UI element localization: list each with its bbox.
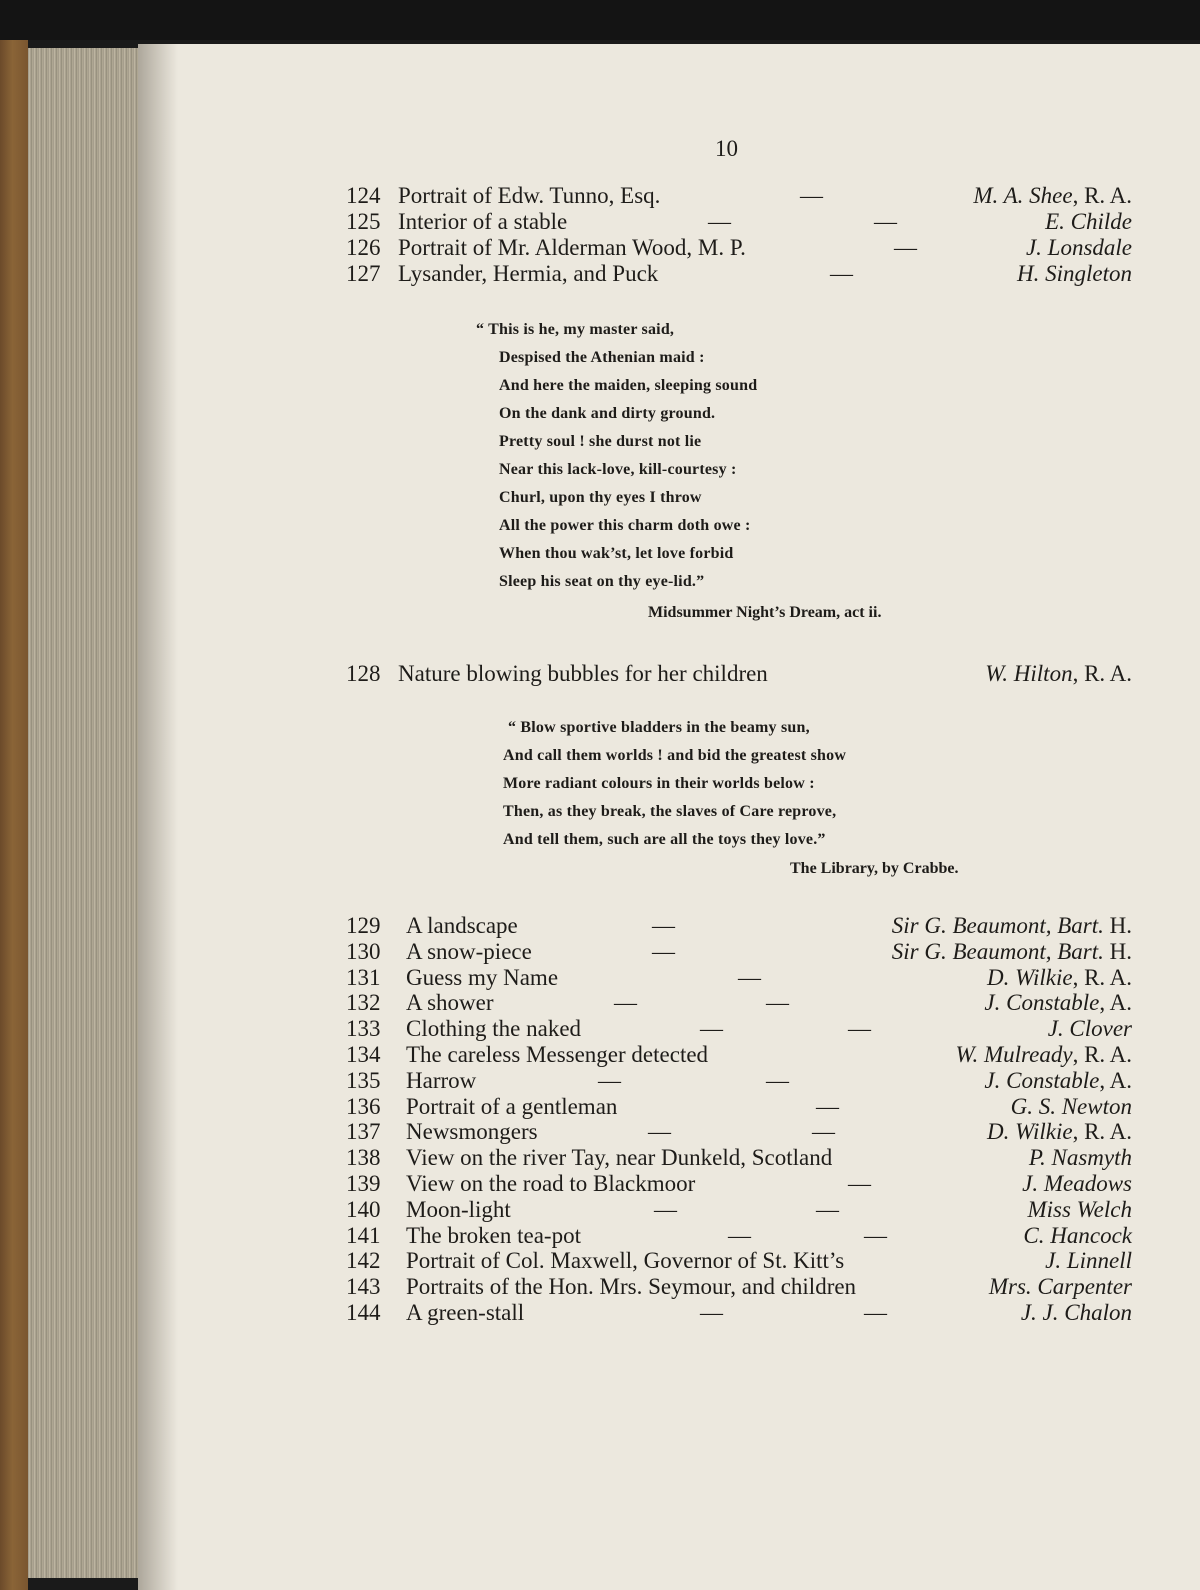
quote-line: All the power this charm doth owe :: [499, 517, 751, 534]
entry-number: 134: [346, 1042, 381, 1067]
background-top: [0, 0, 1200, 40]
quote-line: When thou wak’st, let love forbid: [499, 545, 734, 562]
quote-line: More radiant colours in their worlds below :: [503, 775, 815, 792]
entry-number: 138: [346, 1145, 381, 1171]
page-number: 10: [715, 136, 738, 161]
quote-line: Then, as they break, the slaves of Care reprove,: [503, 803, 837, 820]
quote-line: On the dank and dirty ground.: [499, 405, 716, 422]
entry-title: Harrow: [406, 1067, 477, 1093]
catalogue-entry: [346, 1118, 1132, 1146]
dash: —: [848, 1171, 871, 1196]
dash: —: [864, 1300, 887, 1325]
entry-number: 126: [346, 235, 381, 260]
entry-number: 130: [346, 938, 381, 964]
entry-number: 143: [346, 1274, 381, 1300]
entry-number: 132: [346, 990, 381, 1016]
catalogue-entry: [346, 1299, 1132, 1327]
dash: —: [614, 990, 637, 1016]
artist: J. J. Chalon: [1020, 1300, 1132, 1325]
artist: H. Singleton: [1017, 261, 1132, 286]
entry-title: Interior of a stable: [398, 209, 568, 234]
entry-title: Clothing the naked: [406, 1016, 582, 1042]
dash: —: [874, 209, 897, 234]
quote-line: Sleep his seat on thy eye-lid.”: [499, 573, 705, 590]
artist: Sir G. Beaumont, Bart. H.: [891, 938, 1132, 964]
artist: Miss Welch: [1027, 1196, 1132, 1222]
entry-number: 124: [346, 183, 381, 208]
artist: D. Wilkie, R. A.: [986, 1119, 1132, 1145]
book-cover-edge: [0, 40, 28, 1590]
artist: P. Nasmyth: [1028, 1145, 1132, 1171]
entry-number: 136: [346, 1093, 381, 1119]
artist: C. Hancock: [1023, 1222, 1132, 1248]
dash: —: [648, 1119, 671, 1145]
entry-number: 141: [346, 1222, 381, 1248]
entry-title: Guess my Name: [406, 964, 559, 990]
catalogue-entry: [346, 1196, 1132, 1224]
catalogue-entry: [346, 1015, 1132, 1043]
entry-number: 133: [346, 1016, 381, 1042]
entry-number: 135: [346, 1067, 381, 1093]
dash: —: [864, 1222, 887, 1248]
quote-line: Pretty soul ! she durst not lie: [499, 433, 702, 450]
dash: —: [738, 964, 761, 990]
dash: —: [812, 1119, 835, 1145]
quote-line: Churl, upon thy eyes I throw: [499, 489, 702, 506]
entry-title: Portrait of Mr. Alderman Wood, M. P.: [398, 235, 746, 260]
entry-title: View on the road to Blackmoor: [406, 1171, 696, 1196]
quote-line: Near this lack-love, kill-courtesy :: [499, 461, 737, 478]
artist: J. Constable, A.: [984, 1067, 1132, 1093]
catalogue-entry: [346, 1222, 1132, 1250]
quote-line: And call them worlds ! and bid the greatest show: [503, 747, 847, 764]
catalogue-entry: [346, 912, 1132, 940]
entry-title: Portraits of the Hon. Mrs. Seymour, and children: [406, 1274, 857, 1300]
entry-number: 139: [346, 1171, 381, 1196]
dash: —: [894, 235, 917, 260]
catalogue-entry: [346, 1041, 1132, 1069]
entry-title: Portrait of a gentleman: [406, 1093, 618, 1119]
dash: —: [654, 1196, 677, 1222]
quote-line: And tell them, such are all the toys they love.”: [503, 831, 826, 848]
entry-number: 127: [346, 261, 381, 286]
entry-title: A green-stall: [406, 1300, 525, 1325]
entry-title: Lysander, Hermia, and Puck: [398, 261, 659, 286]
catalogue-entry: [346, 938, 1132, 966]
artist: W. Hilton, R. A.: [985, 661, 1132, 686]
dash: —: [652, 938, 675, 964]
dash: —: [800, 183, 823, 208]
artist: Mrs. Carpenter: [988, 1274, 1132, 1300]
entry-title: The careless Messenger detected: [406, 1042, 709, 1067]
catalogue-entry: [346, 964, 1132, 992]
dash: —: [598, 1067, 621, 1093]
artist: M. A. Shee, R. A.: [973, 183, 1132, 208]
quote-source: The Library, by Crabbe.: [790, 860, 959, 877]
entry-title: The broken tea-pot: [406, 1222, 581, 1248]
entry-number: 125: [346, 209, 381, 234]
artist: Sir G. Beaumont, Bart. H.: [891, 913, 1132, 938]
artist: J. Constable, A.: [984, 990, 1132, 1016]
dash: —: [816, 1093, 839, 1119]
entry-title: View on the river Tay, near Dunkeld, Scotland: [406, 1145, 833, 1171]
dash: —: [848, 1016, 871, 1042]
entry-number: 144: [346, 1300, 381, 1325]
entry-number: 128: [346, 661, 381, 686]
entry-number: 137: [346, 1119, 381, 1145]
catalogue-entry: [346, 1067, 1132, 1095]
artist: W. Mulready, R. A.: [955, 1042, 1132, 1067]
artist: J. Clover: [1047, 1016, 1132, 1042]
artist: D. Wilkie, R. A.: [986, 964, 1132, 990]
dash: —: [766, 990, 789, 1016]
catalogue-entry: [346, 1093, 1132, 1121]
catalogue-entry: [346, 182, 1132, 210]
entry-title: Portrait of Edw. Tunno, Esq.: [398, 183, 661, 208]
entry-title: A landscape: [406, 913, 518, 938]
entry-title: Moon-light: [406, 1196, 511, 1222]
quote-line: And here the maiden, sleeping sound: [499, 377, 758, 394]
artist: J. Lonsdale: [1025, 235, 1132, 260]
quote-line: “ Blow sportive bladders in the beamy sun,: [508, 719, 810, 736]
catalogue-entry: [346, 260, 1132, 288]
catalogue-entry: [346, 234, 1132, 262]
entry-title: Newsmongers: [406, 1119, 538, 1145]
artist: E. Childe: [1045, 209, 1132, 234]
catalogue-entry: [346, 660, 1132, 688]
entry-title: A snow-piece: [406, 938, 532, 964]
catalogue-entry: [346, 1273, 1132, 1301]
entry-number: 131: [346, 964, 381, 990]
artist: G. S. Newton: [1010, 1093, 1132, 1119]
entry-title: A shower: [406, 990, 494, 1016]
quote-line: “ This is he, my master said,: [476, 321, 675, 338]
dash: —: [766, 1067, 789, 1093]
dash: —: [700, 1016, 723, 1042]
catalogue-entry: [346, 1247, 1132, 1275]
page-edges: [28, 48, 138, 1578]
catalogue-entry: [346, 1144, 1132, 1172]
entry-title: Portrait of Col. Maxwell, Governor of St. Kitt’s: [406, 1248, 845, 1274]
quote-line: Despised the Athenian maid :: [499, 349, 705, 366]
artist: J. Meadows: [1022, 1171, 1132, 1196]
dash: —: [708, 209, 731, 234]
catalogue-entry: [346, 208, 1132, 236]
entry-title: Nature blowing bubbles for her children: [398, 661, 768, 686]
quote-source: Midsummer Night’s Dream, act ii.: [648, 604, 882, 621]
dash: —: [728, 1222, 751, 1248]
dash: —: [830, 261, 853, 286]
catalogue-entry: [346, 989, 1132, 1017]
catalogue-entry: [346, 1170, 1132, 1198]
dash: —: [652, 913, 675, 938]
entry-number: 140: [346, 1196, 381, 1222]
dash: —: [700, 1300, 723, 1325]
entry-number: 129: [346, 913, 381, 938]
dash: —: [816, 1196, 839, 1222]
entry-number: 142: [346, 1248, 381, 1274]
artist: J. Linnell: [1045, 1248, 1132, 1274]
